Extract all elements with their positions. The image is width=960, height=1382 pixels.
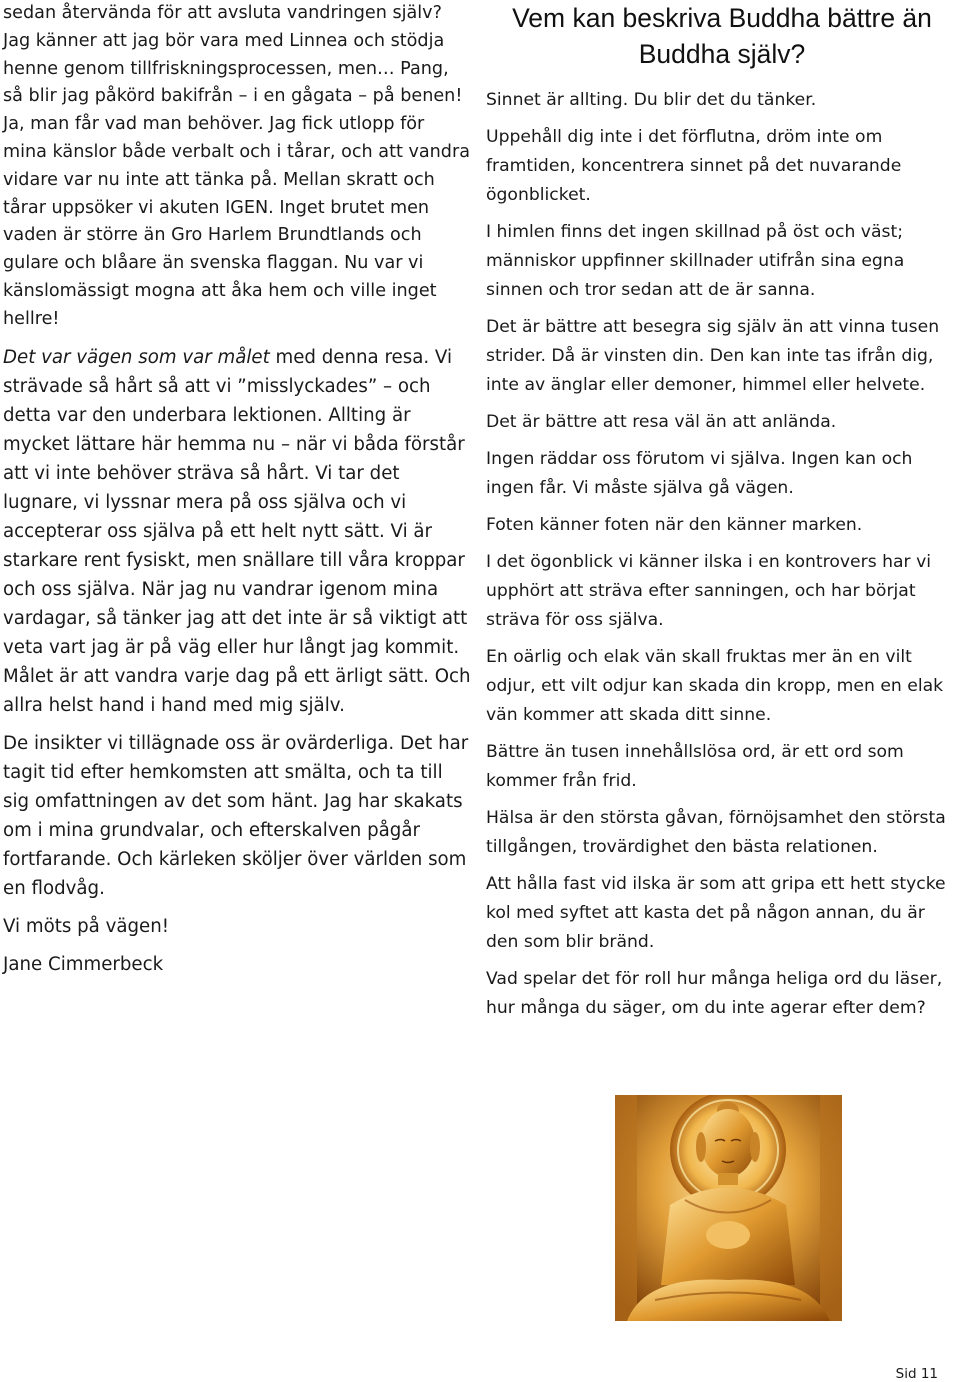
- quote-paragraph: Att hålla fast vid ilska är som att gripa ett hett stycke kol med syftet att kasta det på någon annan, du är den som blir bränd.: [486, 874, 946, 952]
- quote-paragraph: Hälsa är den största gåvan, förnöjsamhet den största tillgången, trovärdighet den bästa relationen.: [486, 808, 946, 857]
- emphasis-text: Det var vägen som var målet: [3, 346, 270, 368]
- page-number: Sid 11: [895, 1366, 938, 1382]
- quote-paragraph: I det ögonblick vi känner ilska i en kontrovers har vi upphört att sträva efter sanningen, och har börjat sträva för oss själva.: [486, 552, 932, 630]
- quote-paragraph: I himlen finns det ingen skillnad på öst och väst; människor uppfinner skillnader utifrån sina egna sinnen och tror sedan att de är sanna.: [486, 222, 905, 300]
- quote-paragraph: Bättre än tusen innehållslösa ord, är ett ord som kommer från frid.: [486, 742, 904, 791]
- article-paragraph: [3, 343, 471, 720]
- section-heading: Vem kan beskriva Buddha bättre än Buddha själv?: [512, 3, 932, 69]
- quote-paragraph: En oärlig och elak vän skall fruktas mer än en vilt odjur, ett vilt odjur kan skada din kropp, men en elak vän kommer att skada ditt sinne.: [486, 647, 944, 725]
- quotes-column: [486, 0, 958, 1031]
- quote-paragraph: Foten känner foten när den känner marken.: [486, 515, 863, 535]
- quote-paragraph: Det är bättre att besegra sig själv än att vinna tusen strider. Då är vinsten din. Den kan inte tas ifrån dig, inte av änglar eller demoner, himmel eller helvete.: [486, 317, 940, 395]
- quote-paragraph: Ingen räddar oss förutom vi själva. Ingen kan och ingen får. Vi måste själva gå vägen.: [486, 449, 913, 498]
- article-column: [3, 0, 471, 988]
- quote-paragraph: Uppehåll dig inte i det förflutna, dröm inte om framtiden, koncentrera sinnet på det nuvarande ögonblicket.: [486, 127, 902, 205]
- author-signature: Jane Cimmerbeck: [3, 953, 164, 975]
- article-paragraph: Vi möts på vägen!: [3, 915, 170, 937]
- quote-paragraph: Vad spelar det för roll hur många heliga ord du läser, hur många du säger, om du inte agerar efter dem?: [486, 969, 943, 1018]
- buddha-statue-image: [615, 1095, 842, 1321]
- quote-paragraph: Sinnet är allting. Du blir det du tänker.: [486, 90, 817, 110]
- quote-paragraph: Det är bättre att resa väl än att anlända.: [486, 412, 837, 432]
- article-paragraph: De insikter vi tillägnade oss är ovärderliga. Det har tagit tid efter hemkomsten att smälta, och ta till sig omfattningen av det som hänt. Jag har skakats om i mina grundvalar, och efterskalven pågår fortfarande. Och kärleken sköljer över världen som en flodvåg.: [3, 732, 469, 899]
- article-paragraph: sedan återvända för att avsluta vandringen själv? Jag känner att jag bör vara med Linnea och stödja henne genom tillfriskningsprocessen, men… Pang, så blir jag påkörd bakifrån – i en gågata – på benen! Ja, man får vad man behöver. Jag fick utlopp för mina känslor både verbalt och i tårar, och att vandra vidare var nu inte att tänka på. Mellan skratt och tårar uppsöker vi akuten IGEN. Inget brutet men vaden är större än Gro Harlem Brundtlands och gulare och blåare än svenska flaggan. Nu var vi känslomässigt mogna att åka hem och ville inget hellre!: [3, 3, 470, 329]
- buddha-statue-illustration: [615, 1095, 842, 1321]
- article-paragraph-text: med denna resa. Vi strävade så hårt så att vi ”misslyckades” – och detta var den underbara lektionen. Allting är mycket lättare här hemma nu – när vi båda förstår att vi inte behöver sträva så hårt. Vi tar det lugnare, vi lyssnar mera på oss själva och vi accepterar oss själva på ett helt nytt sätt. Vi är starkare rent fysiskt, men snällare till våra kroppar och oss själva. När jag nu vandrar igenom mina vardagar, så tänker jag att det inte är så viktigt att veta vart jag är på väg eller hur långt jag kommit. Målet är att vandra varje dag på ett ärligt sätt. Och allra helst hand i hand med mig själv.: [3, 346, 471, 716]
